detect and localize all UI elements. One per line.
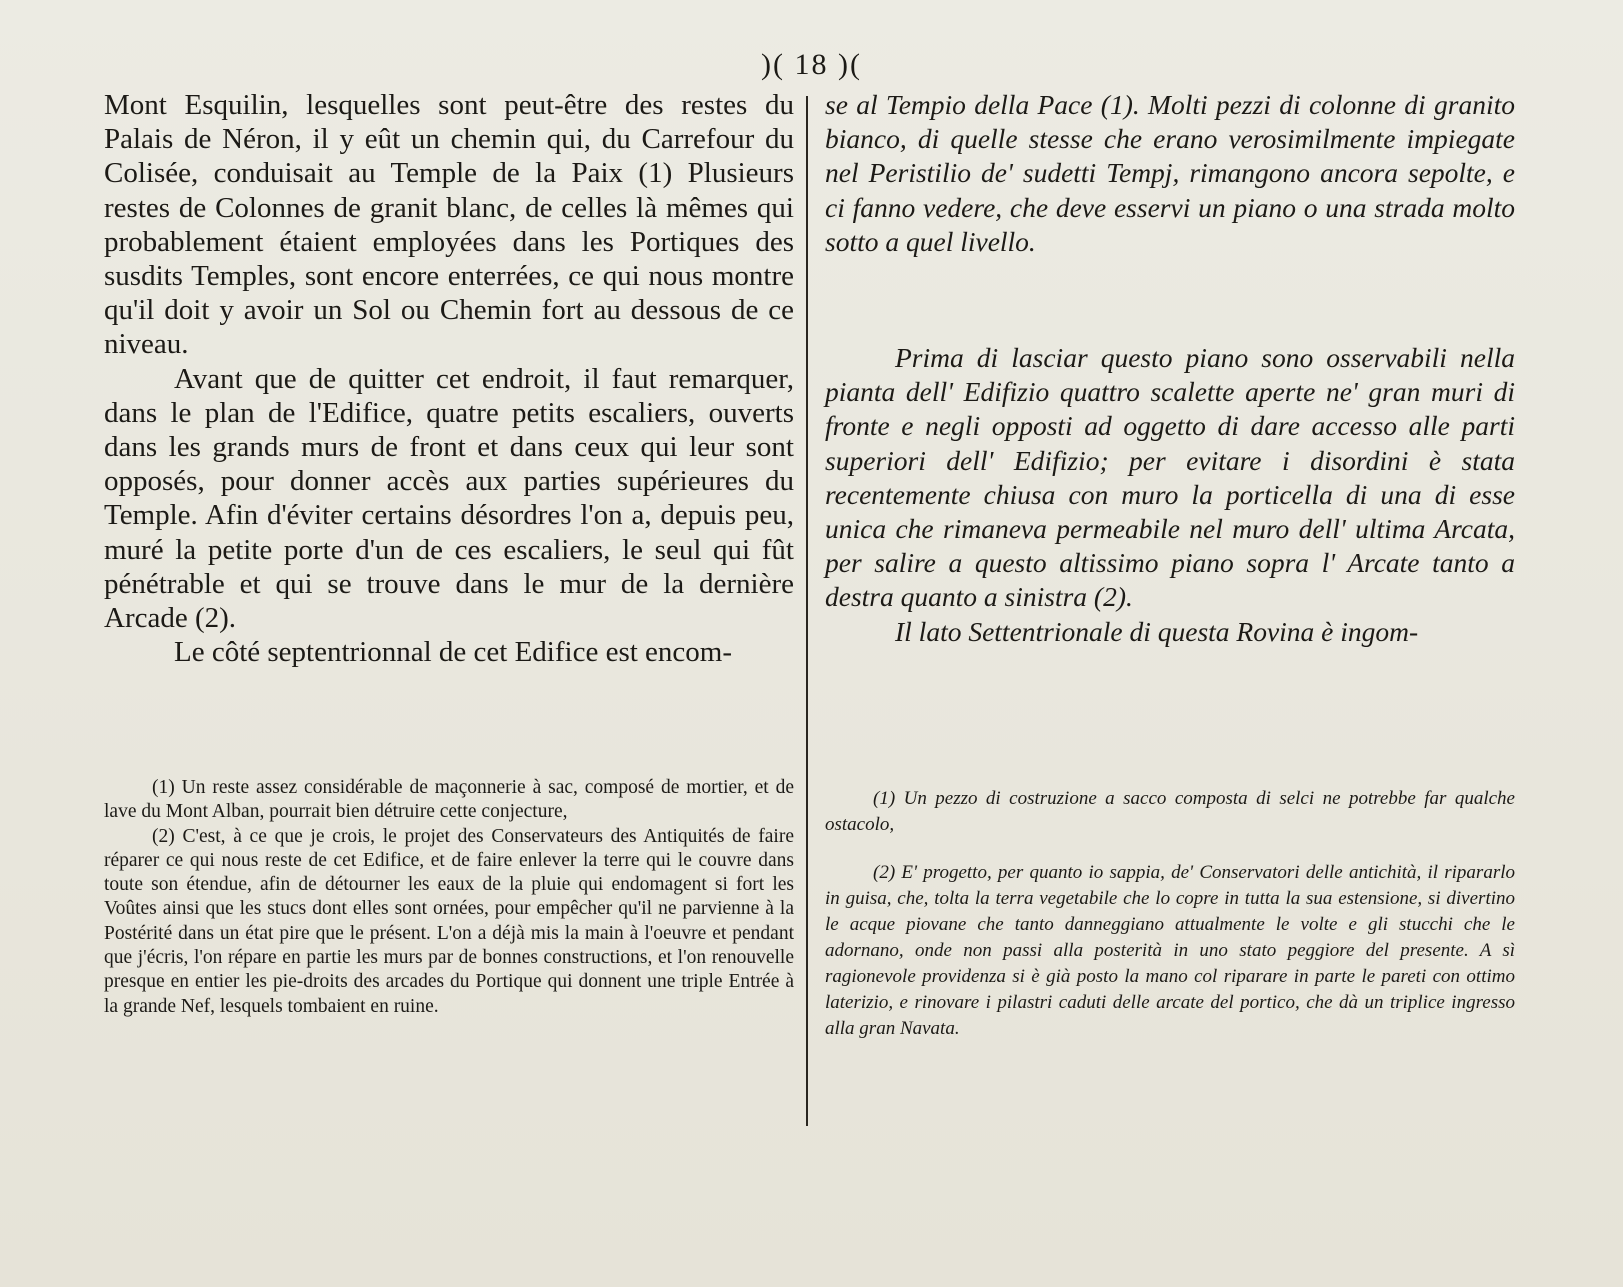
italian-column [825, 88, 1515, 1039]
french-paragraph-2: Avant que de quitter cet endroit, il faut remarquer, dans le plan de l'Edifice, quatre petits escaliers, ouverts dans les grands murs de front et dans ceux qui leur sont opposés, pour donner accès aux parties supérieures du Temple. Afin d'éviter certains désordres l'on a, depuis peu, muré la petite porte d'un de ces escaliers, le seul qui fût pénétrable et qui se trouve dans le mur de la dernière Arcade (2). [104, 362, 794, 635]
french-footnotes [104, 776, 794, 1019]
french-paragraph-1: Mont Esquilin, lesquelles sont peut-être des restes du Palais de Néron, il y eût un chemin qui, du Carrefour du Colisée, conduisait au Temple de la Paix (1) Plusieurs restes de Colonnes de granit blanc, de celles là mêmes qui probablement étaient employées dans les Portiques des susdits Temples, sont encore enterrées, ce qui nous montre qu'il doit y avoir un Sol ou Chemin fort au dessous de ce niveau. [104, 89, 794, 361]
italian-paragraph-2: Prima di lasciar questo piano sono osservabili nella pianta dell' Edifizio quattro scalette aperte ne' gran muri di fronte e negli opposti ad oggetto di dare accesso alle parti superiori dell' Edifizio; per evitare i disordini è stata recentemente chiusa con muro la porticella di una di esse unica che rimaneva permeabile nel muro dell' ultima Arcata, per salire a questo altissimo piano sopra l' Arcate tanto a destra quanto a sinistra (2). [825, 342, 1515, 613]
french-paragraph-3: Le côté septentrionnal de cet Edifice est encom- [174, 636, 732, 669]
french-footnote-1: (1) Un reste assez considérable de maçonnerie à sac, composé de mortier, et de lave du Mont Alban, pourrait bien détruire cette conjecture, [104, 777, 794, 823]
column-divider [806, 96, 808, 1126]
italian-paragraph-1: se al Tempio della Pace (1). Molti pezzi di colonne di granito bianco, di quelle stesse che erano verosimilmente impiegate nel Peristilio de' sudetti Tempj, rimangono ancora sepolte, e ci fanno vedere, che deve esservi un piano o una strada molto sotto a quel livello. [825, 89, 1515, 257]
french-body [104, 88, 794, 669]
italian-paragraph-3: Il lato Settentrionale di questa Rovina è ingom- [895, 615, 1419, 647]
italian-body [825, 88, 1515, 649]
french-footnote-2: (2) C'est, à ce que je crois, le projet des Conservateurs des Antiquités de faire réparer ce qui nous reste de cet Edifice, et de faire enlever la terre qui le couvre dans toute son étendue, afin de détourner les eaux de la pluie qui endomagent si fort les Voûtes ainsi que les stucs dont elles sont ornées, pour empêcher qu'il ne parvienne à la Postérité dans un état pire que le présent. L'on a déjà mis la main à l'oeuvre et pendant que j'écris, l'on répare en partie les murs par de bonnes constructions, et l'on renouvelle presque en entier les pie-droits des arcades du Portique qui donnent une triple Entrée à la grande Nef, lesquels tombaient en ruine. [104, 825, 794, 1017]
french-column [104, 88, 794, 1017]
italian-footnote-2: (2) E' progetto, per quanto io sappia, de' Conservatori delle antichità, il ripararlo in guisa, che, tolta la terra vegetabile che lo copre in tutta la sua estensione, si divertino le acque piovane che tanto danneggiano attualmente le volte e gli stucchi che le adornano, onde non passi alla posterità in uno stato peggiore del presente. A sì ragionevole providenza si è già posto la mano col riparare in parte le pareti con ottimo laterizio, e rinovare i pilastri caduti delle arcate del portico, che dà un triplice ingresso alla gran Navata. [825, 862, 1515, 1039]
page-number: )( 18 )( [761, 48, 862, 81]
italian-footnotes [825, 786, 1515, 1042]
italian-footnote-1: (1) Un pezzo di costruzione a sacco composta di selci ne potrebbe far qualche ostacolo, [825, 788, 1515, 835]
